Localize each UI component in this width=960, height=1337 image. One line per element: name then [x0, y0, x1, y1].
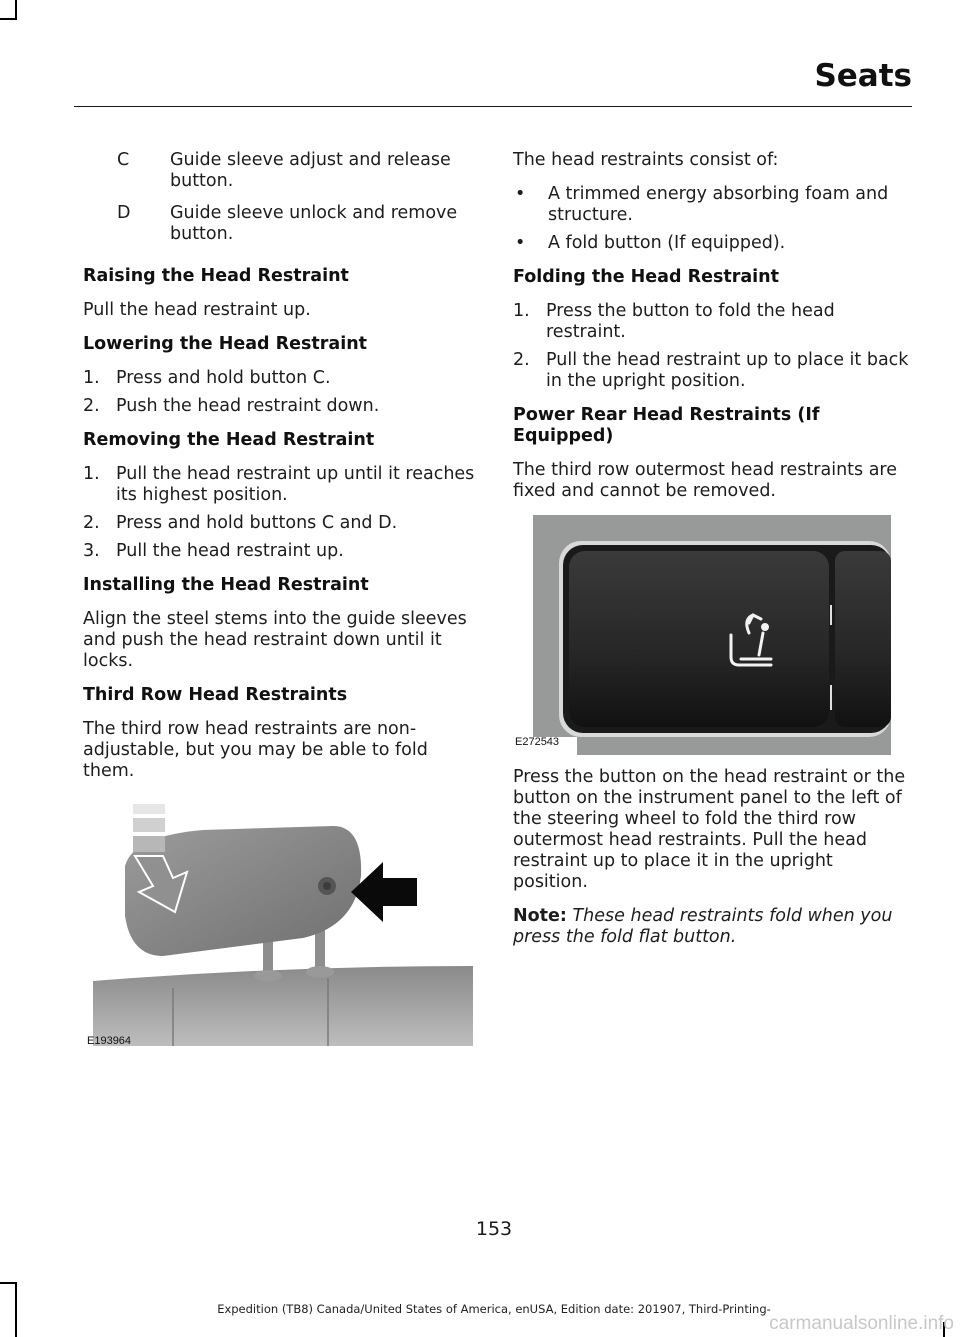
section-heading: Power Rear Head Restraints (If Equipped) [513, 405, 820, 446]
figure-id: E272543 [515, 736, 560, 748]
figure-id: E193964 [87, 1035, 132, 1047]
crop-mark [0, 18, 17, 20]
section-heading: Lowering the Head Restraint [83, 334, 368, 354]
section-heading: Folding the Head Restraint [513, 267, 779, 287]
headrestraint-fold-figure [83, 796, 473, 1056]
bullet-text: A fold button (If equipped). [548, 233, 786, 253]
step-text: Press the button to fold the head restraint. [546, 301, 835, 342]
right-column [513, 150, 911, 961]
definition-text: Guide sleeve adjust and release button. [170, 150, 451, 191]
definition-key: C [117, 150, 130, 170]
paragraph: The head restraints consist of: [513, 150, 779, 170]
list-item [83, 541, 478, 562]
watermark: carmanualsonline.info [769, 1313, 954, 1334]
list-item [83, 368, 478, 389]
list-item [513, 184, 911, 226]
paragraph: Align the steel stems into the guide sleeves and push the head restraint down until it locks. [83, 609, 467, 671]
section-heading: Removing the Head Restraint [83, 430, 375, 450]
step-text: Press and hold button C. [116, 368, 331, 388]
header-divider [74, 106, 912, 107]
step-text: Pull the head restraint up. [116, 541, 344, 561]
definition-text: Guide sleeve unlock and remove button. [170, 203, 458, 244]
crop-mark [0, 1282, 17, 1284]
bullet-icon: • [515, 233, 526, 253]
list-item [513, 233, 911, 254]
fold-button-figure [513, 515, 891, 755]
bullet-text: A trimmed energy absorbing foam and structure. [548, 184, 889, 225]
section-heading: Third Row Head Restraints [83, 685, 348, 705]
step-number: 3. [83, 541, 100, 561]
step-number: 2. [83, 513, 100, 533]
fold-button-photo [513, 515, 891, 755]
step-text: Pull the head restraint up until it reaches its highest position. [116, 464, 475, 505]
list-item [83, 464, 478, 506]
step-number: 2. [83, 396, 100, 416]
list-item [83, 396, 478, 417]
note-text: These head restraints fold when you press the fold flat button. [513, 906, 893, 947]
definition-key: D [117, 203, 131, 223]
definition-item [83, 203, 478, 245]
list-item [513, 350, 911, 392]
definition-item [83, 150, 478, 192]
list-item [83, 513, 478, 534]
bullet-icon: • [515, 184, 526, 204]
step-number: 1. [83, 464, 100, 484]
section-heading: Installing the Head Restraint [83, 575, 369, 595]
left-column [83, 150, 478, 1056]
note-label: Note: [513, 906, 567, 926]
note [513, 906, 911, 948]
list-item [513, 301, 911, 343]
step-number: 1. [83, 368, 100, 388]
step-number: 1. [513, 301, 530, 321]
paragraph: The third row head restraints are non-adjustable, but you may be able to fold them. [83, 719, 428, 781]
page-number: 153 [475, 1218, 513, 1240]
step-text: Pull the head restraint up to place it back in the upright position. [546, 350, 909, 391]
footer-text: Expedition (TB8) Canada/United States of America, enUSA, Edition date: 201907, Third-Printing- [217, 1302, 771, 1316]
section-heading: Raising the Head Restraint [83, 266, 349, 286]
step-text: Press and hold buttons C and D. [116, 513, 398, 533]
paragraph: The third row outermost head restraints are fixed and cannot be removed. [513, 460, 898, 501]
page-title: Seats [814, 58, 912, 94]
paragraph: Pull the head restraint up. [83, 300, 311, 320]
step-text: Push the head restraint down. [116, 396, 380, 416]
paragraph: Press the button on the head restraint or the button on the instrument panel to the left of the steering wheel to fold the third row outermost head restraints. Pull the head restraint up to place it in the upright position. [513, 767, 906, 892]
crop-mark [15, 0, 17, 20]
headrestraint-illustration [83, 796, 473, 1056]
step-number: 2. [513, 350, 530, 370]
